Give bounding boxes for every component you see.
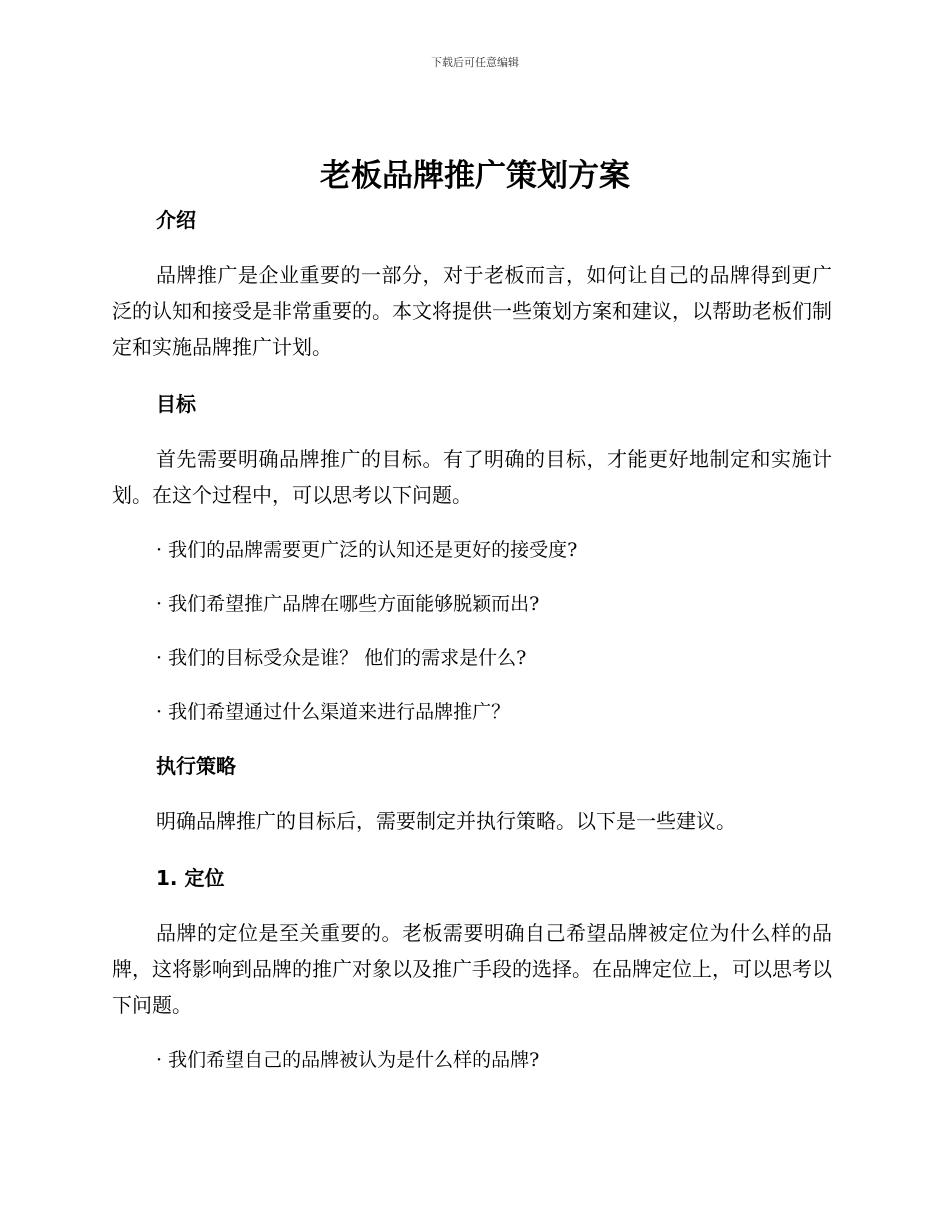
section-heading-positioning: 1. 定位 — [156, 866, 225, 890]
document-title: 老板品牌推广策划方案 — [320, 158, 630, 194]
goal-bullet: · 我们希望通过什么渠道来进行品牌推广？ — [156, 701, 511, 723]
goal-paragraph: 首先需要明确品牌推广的目标。有了明确的目标，才能更好地制定和实施计划。在这个过程中，可以思考以下问题。 — [112, 447, 832, 507]
header-note: 下载后可任意编辑 — [431, 56, 519, 69]
goal-bullet: · 我们的品牌需要更广泛的认知还是更好的接受度? — [156, 539, 578, 561]
positioning-bullet: · 我们希望自己的品牌被认为是什么样的品牌? — [156, 1049, 540, 1071]
strategy-paragraph: 明确品牌推广的目标后，需要制定并执行策略。以下是一些建议。 — [156, 809, 736, 833]
goal-bullet: · 我们的目标受众是谁？ 他们的需求是什么? — [156, 647, 527, 669]
intro-paragraph: 品牌推广是企业重要的一部分，对于老板而言，如何让自己的品牌得到更广泛的认知和接受是非常重要的。本文将提供一些策划方案和建议，以帮助老板们制定和实施品牌推广计划。 — [112, 263, 832, 359]
section-heading-strategy: 执行策略 — [156, 754, 236, 778]
section-heading-intro: 介绍 — [156, 208, 196, 232]
goal-bullet: · 我们希望推广品牌在哪些方面能够脱颖而出? — [156, 593, 540, 615]
document-body — [112, 205, 832, 1075]
positioning-paragraph: 品牌的定位是至关重要的。老板需要明确自己希望品牌被定位为什么样的品牌，这将影响到品牌的推广对象以及推广手段的选择。在品牌定位上，可以思考以下问题。 — [112, 921, 832, 1017]
section-heading-goal: 目标 — [156, 392, 196, 416]
